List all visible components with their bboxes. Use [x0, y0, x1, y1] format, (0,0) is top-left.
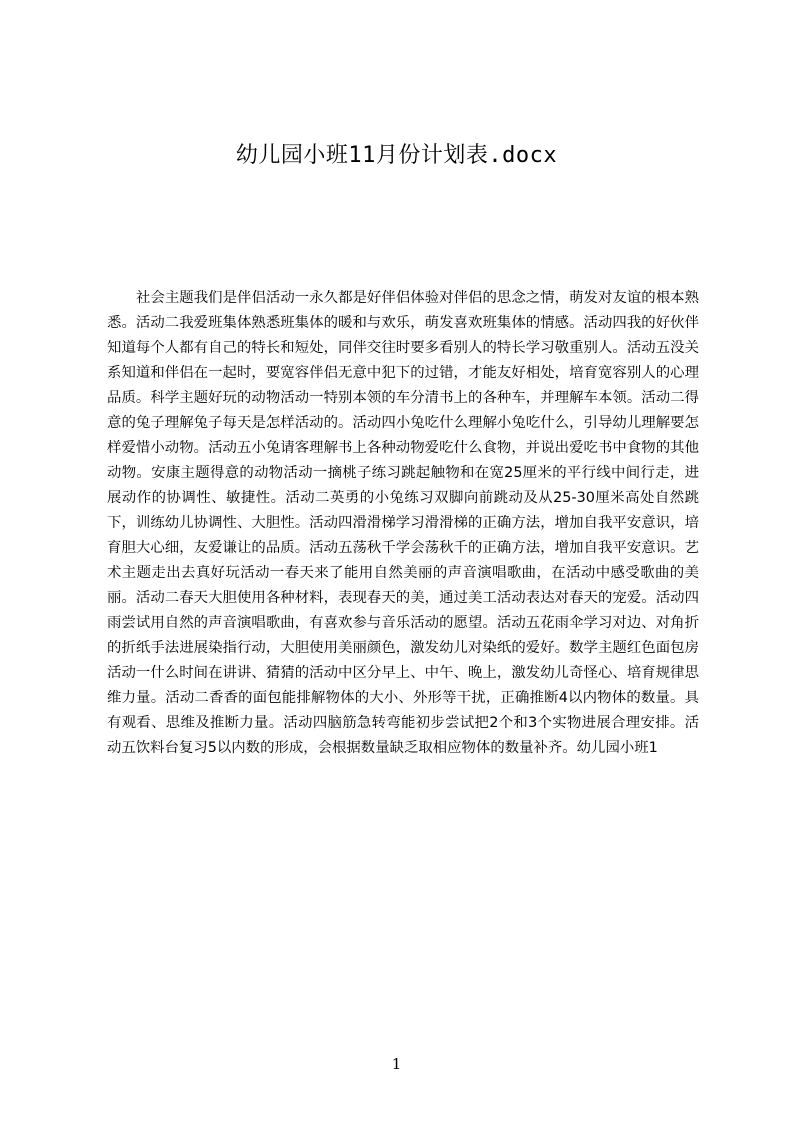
page-number: 1 — [391, 1055, 402, 1073]
document-body-paragraph: 社会主题我们是伴侣活动一永久都是好伴侣体验对伴侣的思念之情，萌发对友谊的根本熟悉。活动二我爱班集体熟悉班集体的暖和与欢乐，萌发喜欢班集体的情感。活动四我的好伙伴知道每个人都有自己的特长和短处，同伴交往时要多看别人的特长学习敬重别人。活动五没关系知道和伴侣在一起时，要宽容伴侣无意中犯下的过错，才能友好相处，培育宽容别人的心理品质。科学主题好玩的动物活动一特别本领的车分清书上的各种车，并理解车本领。活动二得意的兔子理解兔子每天是怎样活动的。活动四小兔吃什么理解小兔吃什么，引导幼儿理解要怎样爱惜小动物。活动五小兔请客理解书上各种动物爱吃什么食物，并说出爱吃书中食物的其他动物。安康主题得意的动物活动一摘桃子练习跳起触物和在宽25厘米的平行线中间行走，进展动作的协调性、敏捷性。活动二英勇的小兔练习双脚向前跳动及从25-30厘米高处自然跳下，训练幼儿协调性、大胆性。活动四滑滑梯学习滑滑梯的正确方法，增加自我平安意识，培育胆大心细，友爱谦让的品质。活动五荡秋千学会荡秋千的正确方法，增加自我平安意识。艺术主题走出去真好玩活动一春天来了能用自然美丽的声音演唱歌曲，在活动中感受歌曲的美丽。活动二春天大胆使用各种材料，表现春天的美，通过美工活动表达对春天的宠爱。活动四雨尝试用自然的声音演唱歌曲，有喜欢参与音乐活动的愿望。活动五花雨伞学习对边、对角折的折纸手法进展染指行动，大胆使用美丽颜色，激发幼儿对染纸的爱好。数学主题红色面包房活动一什么时间在讲讲、猜猜的活动中区分早上、中午、晚上，激发幼儿奇怪心、培育规律思维力量。活动二香香的面包能排解物体的大小、外形等干扰，正确推断4以内物体的数量。具有观看、思维及推断力量。活动四脑筋急转弯能初步尝试把2个和3个实物进展合理安排。活动五饮料台复习5以内数的形成，会根据数量缺乏取相应物体的数量补齐。幼儿园小班1 — [107, 290, 699, 756]
document-title: 幼儿园小班11月份计划表.docx — [235, 143, 558, 168]
